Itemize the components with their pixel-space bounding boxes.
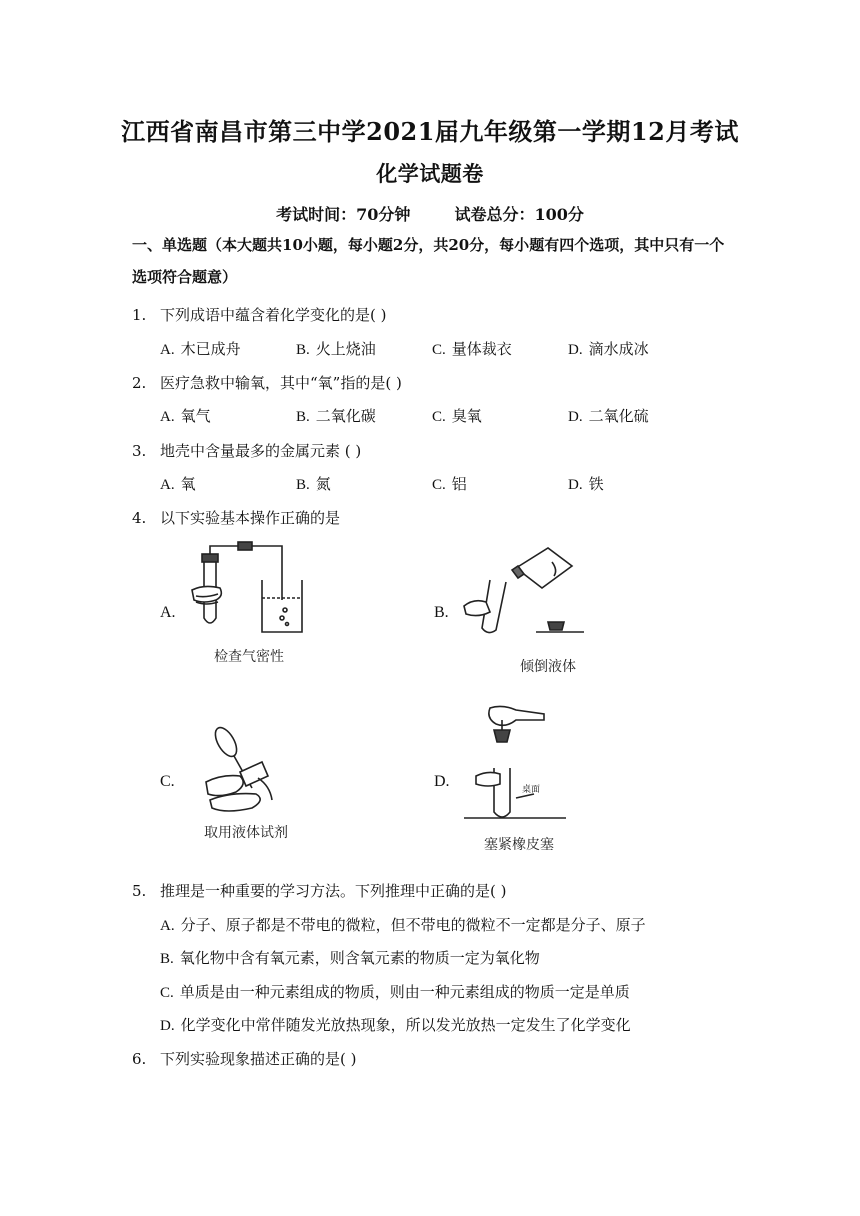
exam-title: 江西省南昌市第三中学2021届九年级第一学期12月考试: [121, 117, 739, 146]
figure-a-caption: 检查气密性: [214, 649, 284, 665]
airtightness-apparatus-image: [186, 540, 316, 640]
q3-option-c: C. 铝: [432, 475, 467, 493]
q3-option-a: A. 氧: [160, 475, 196, 493]
figure-c-caption: 取用液体试剂: [204, 825, 288, 841]
question-number: 2.: [132, 374, 147, 392]
total-score: 试卷总分：100分: [454, 205, 584, 224]
figure-b-caption: 倾倒液体: [520, 659, 576, 675]
q1-option-d: D. 滴水成冰: [568, 340, 649, 358]
exam-time: 考试时间：70分钟: [276, 205, 411, 224]
q2-option-c: C. 臭氧: [432, 407, 482, 425]
section-heading-line2: 选项符合题意）: [132, 268, 238, 286]
q2-option-d: D. 二氧化硫: [568, 407, 649, 425]
q2-option-b: B. 二氧化碳: [296, 407, 376, 425]
dropper-liquid-image: [196, 716, 286, 818]
question-text: 下列实验现象描述正确的是( ): [160, 1050, 357, 1068]
question-2: [132, 372, 402, 393]
question-6: [132, 1048, 356, 1069]
figure-b-letter: B.: [434, 604, 449, 621]
rubber-stopper-image: [460, 702, 570, 824]
q3-option-d: D. 铁: [568, 475, 604, 493]
figure-c-letter: C.: [160, 773, 175, 790]
question-text: 下列成语中蕴含着化学变化的是( ): [160, 306, 387, 324]
q5-option-d: D. 化学变化中常伴随发光放热现象，所以发光放热一定发生了化学变化: [160, 1016, 631, 1034]
q1-option-b: B. 火上烧油: [296, 340, 376, 358]
exam-subtitle: 化学试题卷: [376, 161, 484, 186]
question-3: [132, 440, 361, 461]
question-5: [132, 880, 506, 901]
figure-d-caption: 塞紧橡皮塞: [484, 837, 554, 853]
pouring-liquid-image: [460, 540, 590, 640]
q5-option-b: B. 氧化物中含有氧元素，则含氧元素的物质一定为氧化物: [160, 949, 540, 967]
table-label: 桌面: [522, 785, 541, 795]
question-number: 4.: [132, 509, 147, 527]
exam-info: [0, 202, 860, 225]
question-number: 5.: [132, 882, 147, 900]
q1-option-c: C. 量体裁衣: [432, 340, 512, 358]
q5-option-c: C. 单质是由一种元素组成的物质，则由一种元素组成的物质一定是单质: [160, 983, 630, 1001]
question-text: 推理是一种重要的学习方法。下列推理中正确的是( ): [160, 882, 507, 900]
question-4: [132, 507, 340, 528]
q3-option-b: B. 氮: [296, 475, 331, 493]
q2-option-a: A. 氧气: [160, 407, 211, 425]
figure-a-letter: A.: [160, 604, 176, 621]
question-number: 6.: [132, 1050, 147, 1068]
q5-option-a: A. 分子、原子都是不带电的微粒，但不带电的微粒不一定都是分子、原子: [160, 916, 646, 934]
question-text: 医疗急救中输氧，其中“氧”指的是( ): [160, 374, 402, 392]
q1-option-a: A. 木已成舟: [160, 340, 241, 358]
section-heading-line1: 一、单选题（本大题共10小题，每小题2分，共20分，每小题有四个选项，其中只有一个: [132, 236, 725, 254]
question-text: 地壳中含量最多的金属元素 ( ): [160, 442, 362, 460]
figure-d-letter: D.: [434, 773, 450, 790]
question-number: 3.: [132, 442, 147, 460]
question-1: [132, 304, 386, 325]
section-heading: [132, 229, 732, 293]
question-number: 1.: [132, 306, 147, 324]
question-text: 以下实验基本操作正确的是: [160, 509, 341, 527]
